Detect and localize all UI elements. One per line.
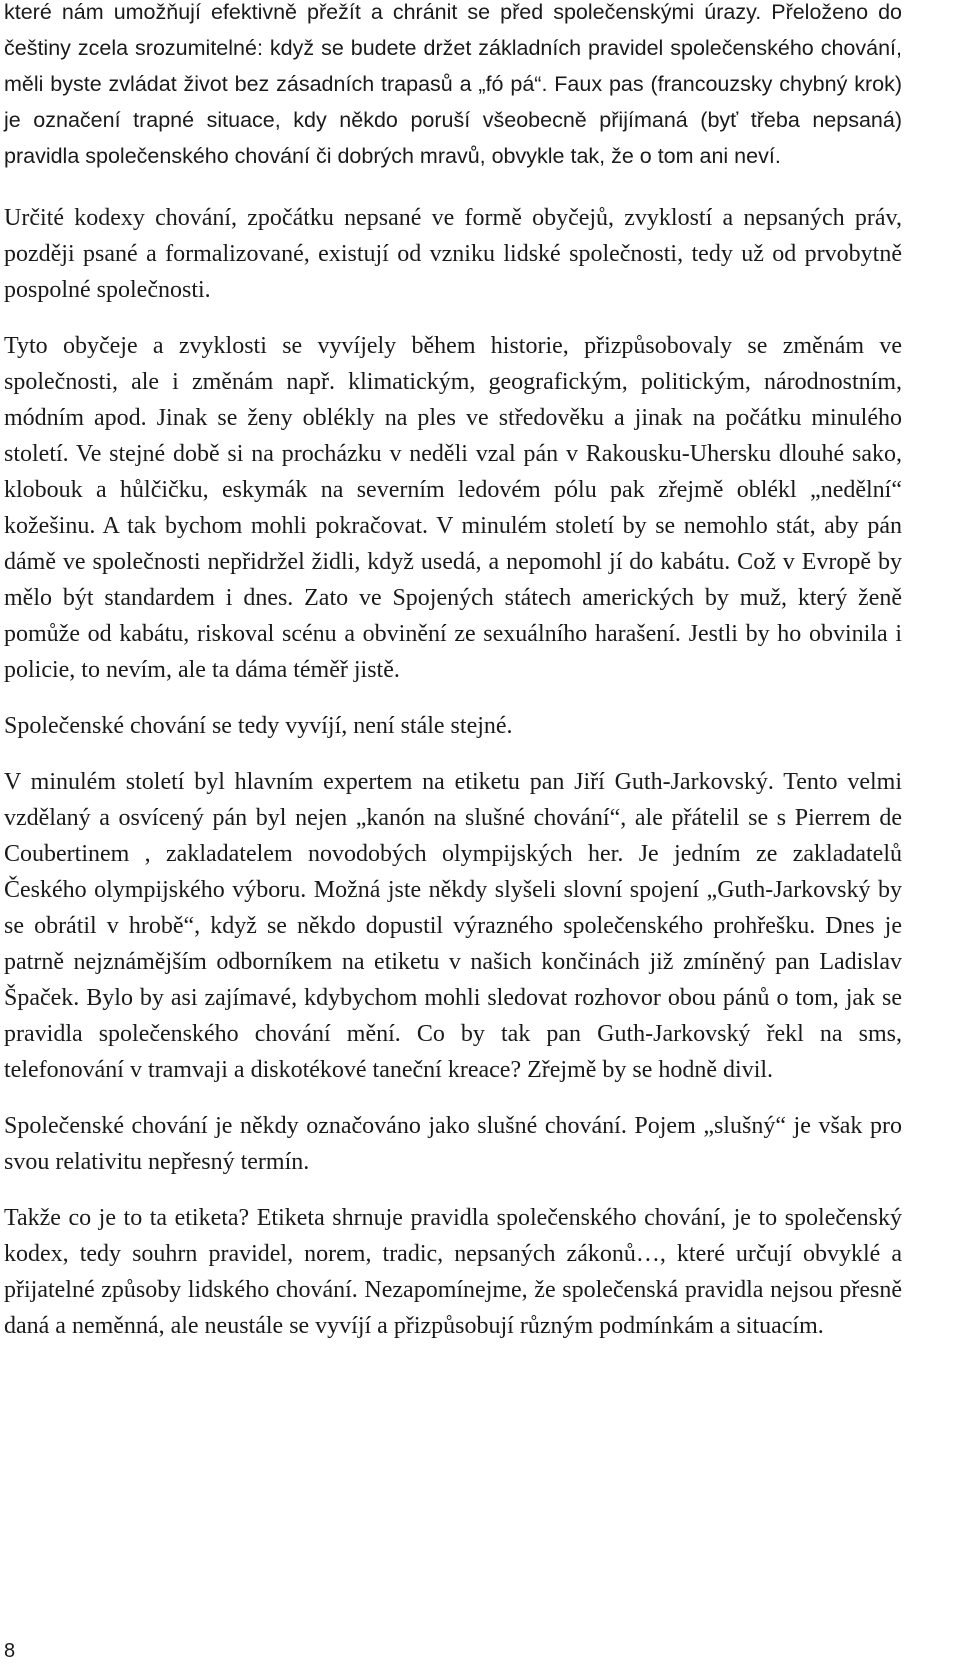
paragraph-guth-jarkovsky: V minulém století byl hlavním expertem na etiketu pan Jiří Guth-Jarkovský. Tento velmi vzdělaný a osvícený pán byl nejen „kanón na slušné chování“, ale přátelil se s Pierrem de Coubertinem , zakladatelem novodobých olympijských her. Je jedním ze zakladatelů Českého olympijského výboru. Možná jste někdy slyšeli slovní spojení „Guth-Jarkovský by se obrátil v hrobě“, když se někdo dopustil výrazného společenského prohřešku. Dnes je patrně nejznámějším odborníkem na etiketu v našich končinách již zmíněný pan Ladislav Špaček. Bylo by asi zajímavé, kdybychom mohli sledovat rozhovor obou pánů o tom, jak se pravidla společenského chování mění. Co by tak pan Guth-Jarkovský řekl na sms, telefonování v tramvaji a diskotékové taneční kreace? Zřejmě by se hodně divil. [4, 769, 902, 1083]
page-number: 8 [4, 1640, 16, 1662]
paragraph-etiquette-definition: Takže co je to ta etiketa? Etiketa shrnuje pravidla společenského chování, je to společenský kodex, tedy souhrn pravidel, norem, tradic, nepsaných zákonů…, které určují obvyklé a přijatelné způsoby lidského chování. Nezapomínejme, že společenská pravidla nejsou přesně daná a neměnná, ale neustále se vyvíjí a přizpůsobují různým podmínkám a situacím. [4, 1205, 902, 1339]
paragraph-faux-pas: které nám umožňují efektivně přežít a chránit se před společenskými úrazy. Přeloženo do češtiny zcela srozumitelné: když se budete držet základních pravidel společenského chování, měli byste zvládat život bez zásadních trapasů a „fó pá“. Faux pas (francouzsky chybný krok) je označení trapné situace, kdy někdo poruší všeobecně přijímaná (byť třeba nepsaná) pravidla společenského chování či dobrých mravů, obvykle tak, že o tom ani neví. [4, 0, 902, 168]
paragraph-behavior-evolves: Společenské chování se tedy vyvíjí, není stále stejné. [4, 713, 513, 739]
paragraph-codes-of-conduct: Určité kodexy chování, zpočátku nepsané ve formě obyčejů, zvyklostí a nepsaných práv, později psané a formalizované, existují od vzniku lidské společnosti, tedy už od prvobytně pospolné společnosti. [4, 205, 902, 303]
paragraph-decent-behavior: Společenské chování je někdy označováno jako slušné chování. Pojem „slušný“ je však pro svou relativitu nepřesný termín. [4, 1113, 902, 1175]
paragraph-customs-history: Tyto obyčeje a zvyklosti se vyvíjely během historie, přizpůsobovaly se změnám ve společnosti, ale i změnám např. klimatickým, geografickým, politickým, národnostním, módním apod. Jinak se ženy oblékly na ples ve středověku a jinak na počátku minulého století. Ve stejné době si na procházku v neděli vzal pán v Rakousku-Uhersku dlouhé sako, klobouk a hůlčičku, eskymák na severním ledovém pólu pak zřejmě oblékl „nedělní“ kožešinu. A tak bychom mohli pokračovat. V minulém století by se nemohlo stát, aby pán dámě ve společnosti nepřidržel židli, když usedá, a nepomohl jí do kabátu. Což v Evropě by mělo být standardem i dnes. Zato ve Spojených státech amerických by muž, který ženě pomůže od kabátu, riskoval scénu a obvinění ze sexuálního harašení. Jestli by ho obvinila i policie, to nevím, ale ta dáma téměř jistě. [4, 333, 902, 683]
